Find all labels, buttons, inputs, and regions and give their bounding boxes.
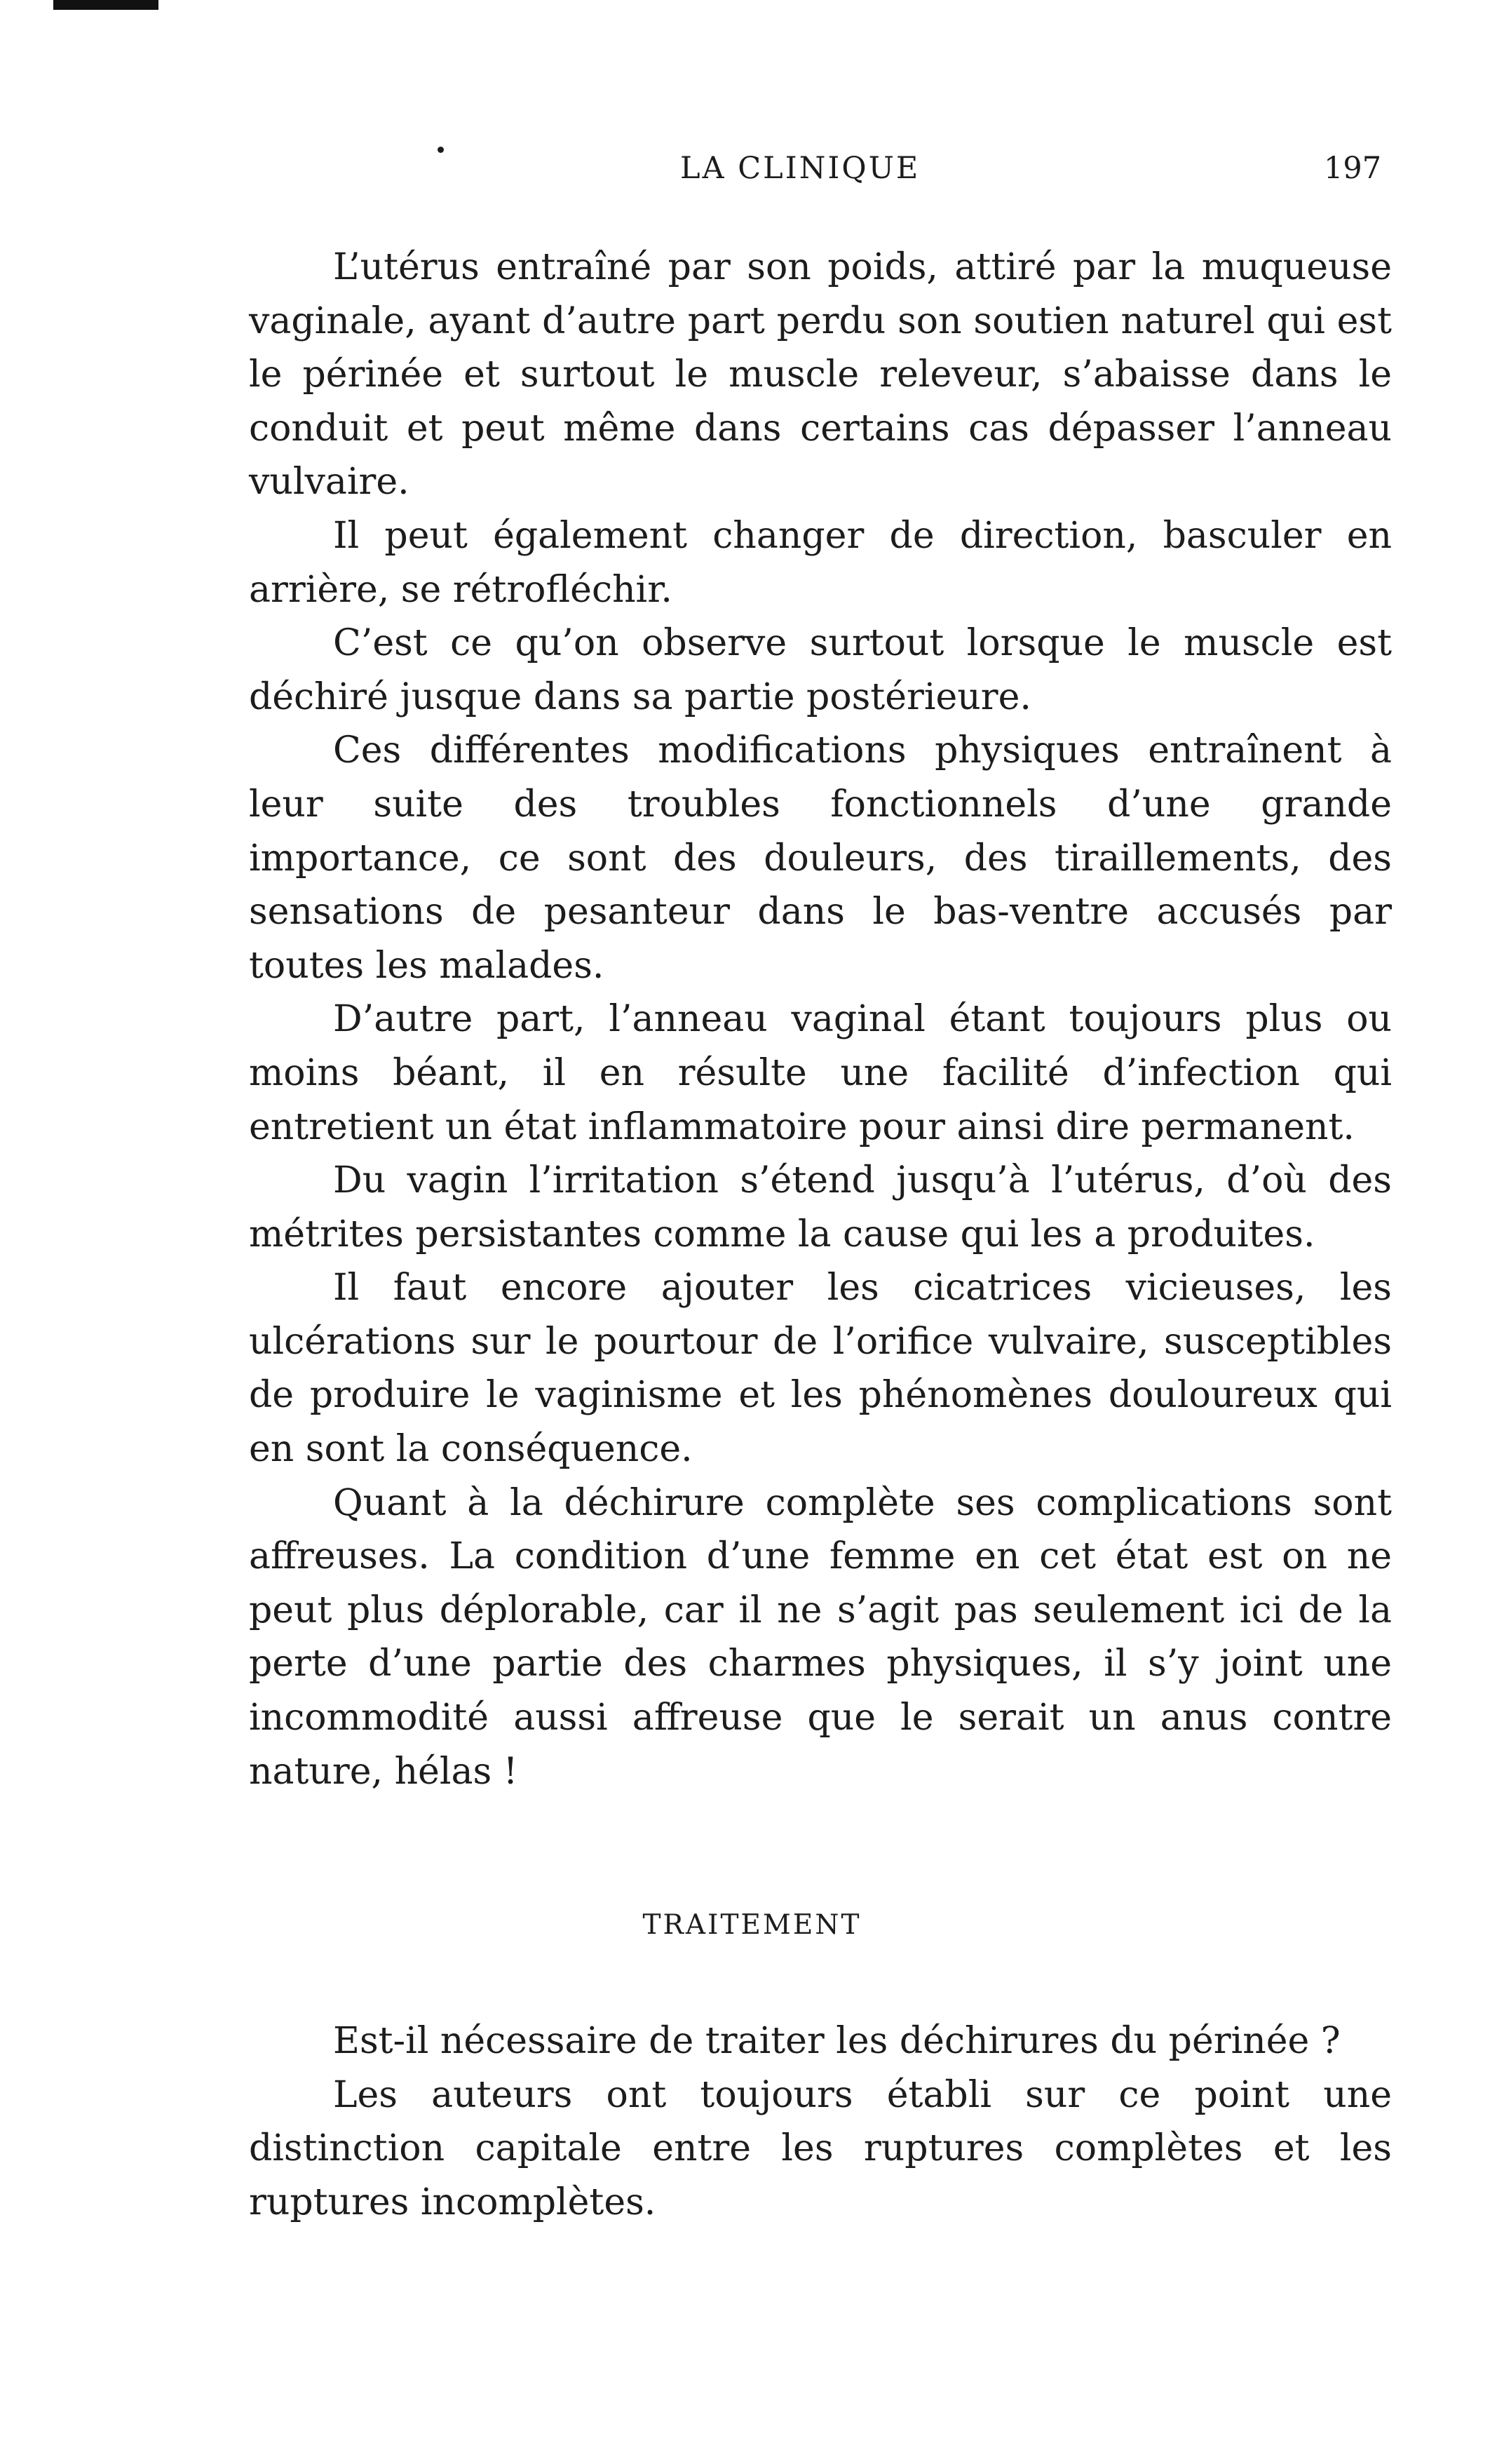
- header-ornament-dot: [438, 147, 444, 153]
- paragraph: Il peut également changer de direction, basculer en arrière, se rétrofléchir.: [249, 514, 1392, 611]
- section-title: TRAITEMENT: [642, 1909, 862, 1941]
- paragraph: Quant à la déchirure complète ses complications sont affreuses. La condition d’une femme en cet état est on ne peut plus déplorable, car il ne s’agit pas seulement ici de la perte d’une partie des charmes physiques, il s’y joint une incommodité aussi affreuse que le serait un anus contre nature, hélas !: [249, 1481, 1392, 1793]
- paragraph: Du vagin l’irritation s’étend jusqu’à l’utérus, d’où des métrites persistantes comme la cause qui les a produites.: [249, 1159, 1392, 1255]
- paragraph: D’autre part, l’anneau vaginal étant toujours plus ou moins béant, il en résulte une facilité d’infection qui entretient un état inflammatoire pour ainsi dire permanent.: [249, 998, 1392, 1148]
- section-body-text: [249, 2014, 1392, 2229]
- paragraph: Il faut encore ajouter les cicatrices vicieuses, les ulcérations sur le pourtour de l’orifice vulvaire, susceptibles de produire le vaginisme et les phénomènes douloureux qui en sont la conséquence.: [249, 1267, 1392, 1471]
- paragraph: Ces différentes modifications physiques entraînent à leur suite des troubles fonctionnels d’une grande importance, ce sont des douleurs, des tiraillements, des sensations de pesanteur dans le bas-ventre accusés par toutes les malades.: [249, 729, 1392, 987]
- body-text: [249, 241, 1392, 1798]
- paragraph: L’utérus entraîné par son poids, attiré par la muqueuse vaginale, ayant d’autre part perdu son soutien naturel qui est le périnée et surtout le muscle releveur, s’abaisse dans le conduit et peut même dans certains cas dépasser l’anneau vulvaire.: [249, 246, 1392, 504]
- running-head: LA CLINIQUE: [680, 151, 921, 186]
- scan-edge-mark: [53, 0, 158, 10]
- page-number: 197: [1324, 151, 1382, 186]
- paragraph: Est-il nécessaire de traiter les déchirures du périnée ?: [333, 2020, 1341, 2062]
- paragraph: C’est ce qu’on observe surtout lorsque le muscle est déchiré jusque dans sa partie postérieure.: [249, 622, 1392, 718]
- paragraph: Les auteurs ont toujours établi sur ce point une distinction capitale entre les ruptures complètes et les ruptures incomplètes.: [249, 2073, 1392, 2223]
